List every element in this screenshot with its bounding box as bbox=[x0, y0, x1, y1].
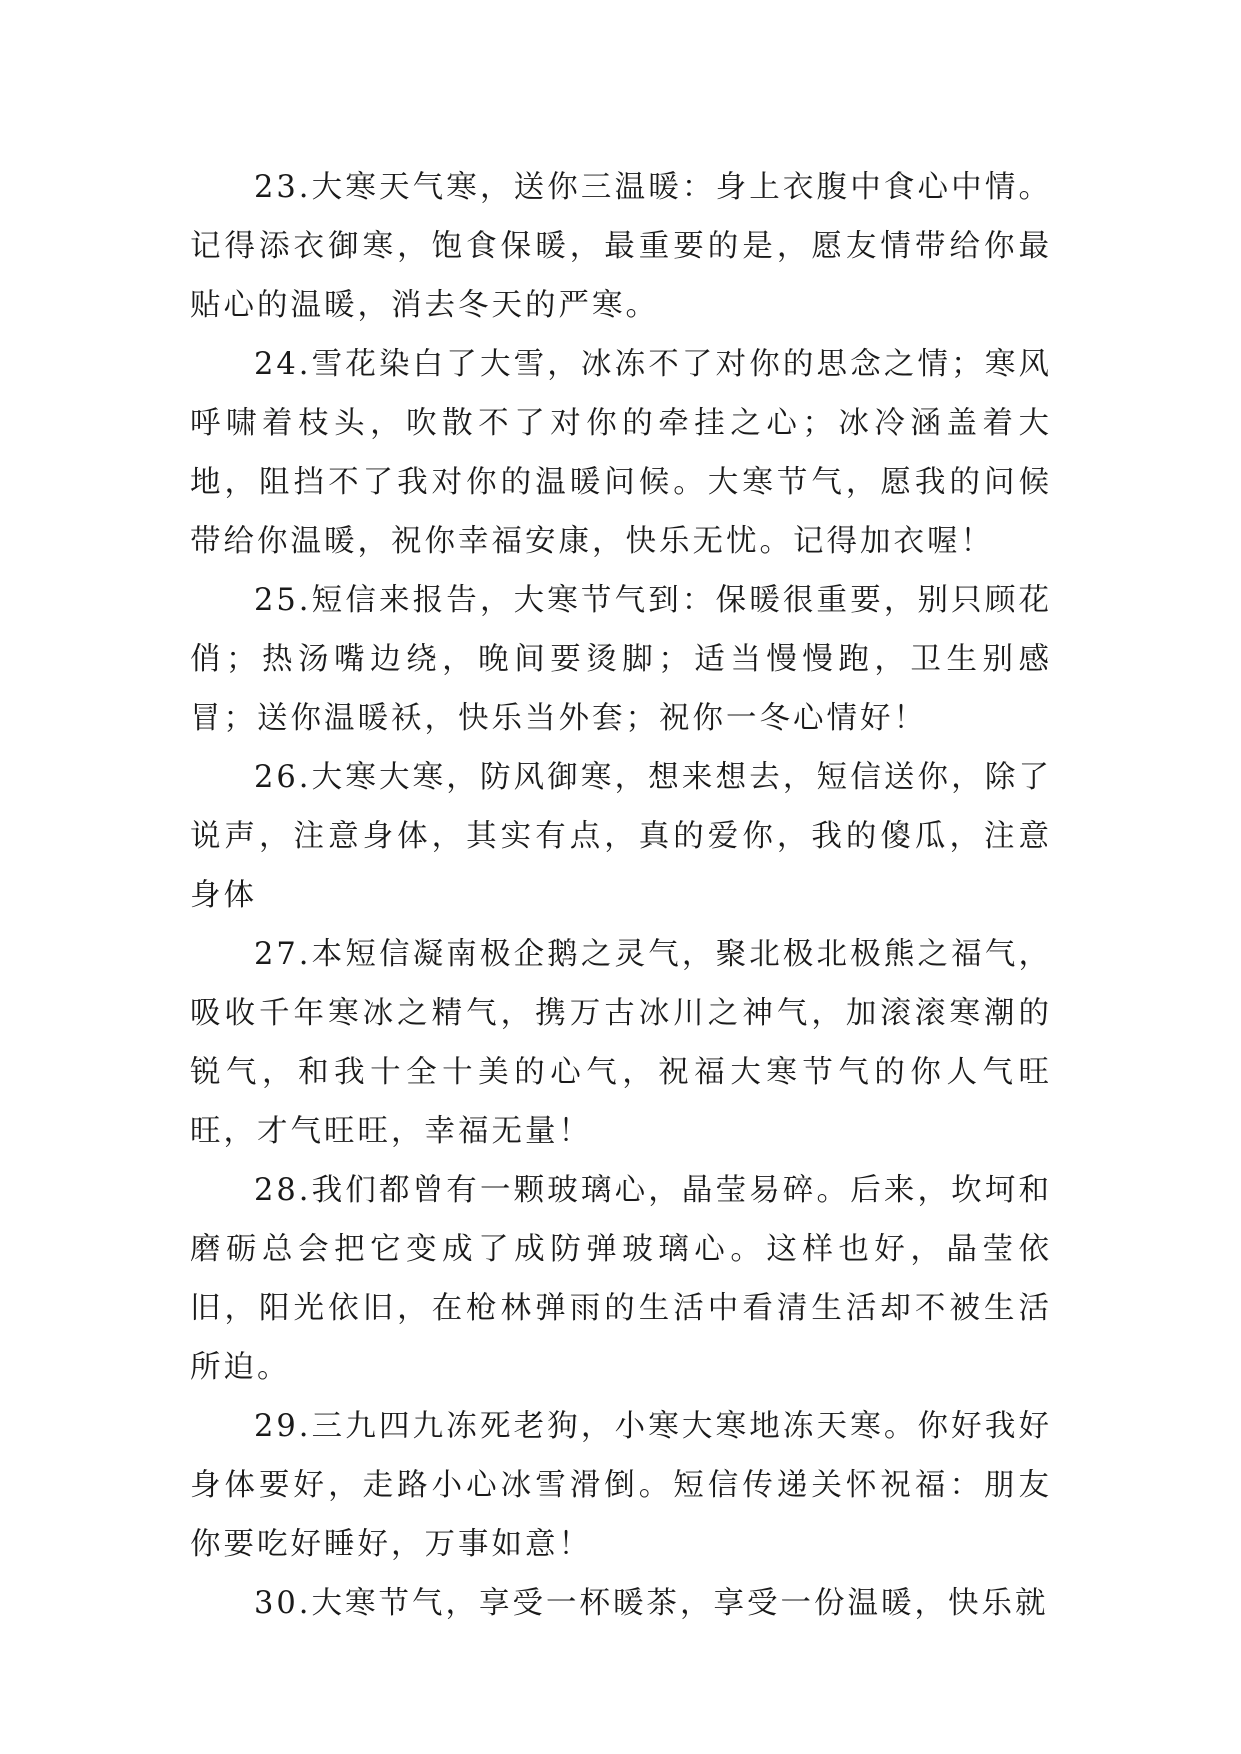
paragraph-26: 26.大寒大寒，防风御寒，想来想去，短信送你，除了说声，注意身体，其实有点，真的爱你，我的傻瓜，注意身体 bbox=[190, 760, 1052, 913]
paragraph-27: 27.本短信凝南极企鹅之灵气，聚北极北极熊之福气，吸收千年寒冰之精气，携万古冰川之神气，加滚滚寒潮的锐气，和我十全十美的心气，祝福大寒节气的你人气旺旺，才气旺旺，幸福无量！ bbox=[190, 937, 1052, 1149]
paragraph-23: 23.大寒天气寒，送你三温暖：身上衣腹中食心中情。记得添衣御寒，饱食保暖，最重要的是，愿友情带给你最贴心的温暖，消去冬天的严寒。 bbox=[190, 170, 1052, 323]
paragraph-29: 29.三九四九冻死老狗，小寒大寒地冻天寒。你好我好身体要好，走路小心冰雪滑倒。短信传递关怀祝福：朋友你要吃好睡好，万事如意！ bbox=[190, 1409, 1052, 1562]
paragraph-25: 25.短信来报告，大寒节气到：保暖很重要，别只顾花俏；热汤嘴边绕，晚间要烫脚；适当慢慢跑，卫生别感冒；送你温暖袄，快乐当外套；祝你一冬心情好！ bbox=[190, 583, 1052, 736]
paragraph-28: 28.我们都曾有一颗玻璃心，晶莹易碎。后来，坎坷和磨砺总会把它变成了成防弹玻璃心。这样也好，晶莹依旧，阳光依旧，在枪林弹雨的生活中看清生活却不被生活所迫。 bbox=[190, 1173, 1052, 1385]
body-text bbox=[190, 158, 1052, 1633]
paragraph-24: 24.雪花染白了大雪，冰冻不了对你的思念之情；寒风呼啸着枝头，吹散不了对你的牵挂之心；冰冷涵盖着大地，阻挡不了我对你的温暖问候。大寒节气，愿我的问候带给你温暖，祝你幸福安康，快乐无忧。记得加衣喔！ bbox=[190, 347, 1052, 559]
paragraph-30: 30.大寒节气，享受一杯暖茶，享受一份温暖，快乐就 bbox=[254, 1586, 1049, 1621]
